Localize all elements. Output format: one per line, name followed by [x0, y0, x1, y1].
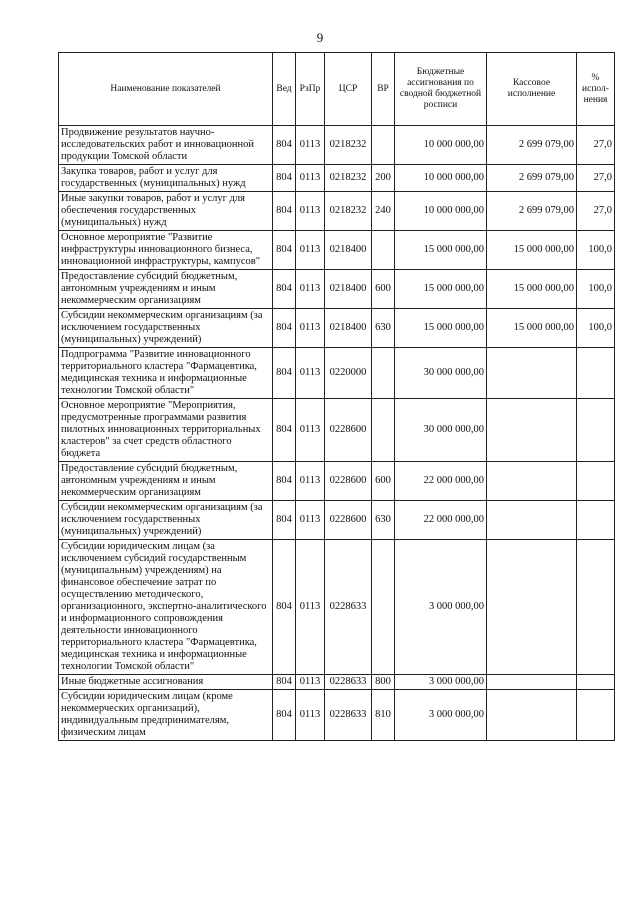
- cell-name: Основное мероприятие "Мероприятия, предусмотренные программами развития пилотных инновационных территориальных кластеров" за счет средств областного бюджета: [59, 399, 273, 462]
- cell-cash: [487, 348, 577, 399]
- table-row: [59, 501, 615, 540]
- cell-assignations: 10 000 000,00: [395, 126, 487, 165]
- cell-rzpr: 0113: [296, 462, 325, 501]
- cell-vr: 810: [372, 690, 395, 741]
- cell-assignations: 22 000 000,00: [395, 462, 487, 501]
- cell-ved: 804: [273, 126, 296, 165]
- table-row: [59, 126, 615, 165]
- cell-ved: 804: [273, 231, 296, 270]
- cell-ved: 804: [273, 348, 296, 399]
- cell-assignations: 15 000 000,00: [395, 309, 487, 348]
- cell-name: Субсидии юридическим лицам (за исключением субсидий государственным (муниципальным) учреждениям) на финансовое обеспечение затрат по осуществлению методического, организационного, экспертно-аналитического и информационного сопровождения деятельности инновационного территориального кластера "Фармацевтика, медицинская техника и информационные технологии Томской области": [59, 540, 273, 675]
- cell-rzpr: 0113: [296, 501, 325, 540]
- header-csr: ЦСР: [325, 53, 372, 126]
- cell-rzpr: 0113: [296, 231, 325, 270]
- cell-csr: 0228600: [325, 501, 372, 540]
- cell-csr: 0228633: [325, 675, 372, 690]
- cell-percent: [577, 675, 615, 690]
- cell-assignations: 10 000 000,00: [395, 165, 487, 192]
- cell-rzpr: 0113: [296, 192, 325, 231]
- cell-percent: 100,0: [577, 309, 615, 348]
- table-header-row: [59, 53, 615, 126]
- cell-name: Предоставление субсидий бюджетным, автономным учреждениям и иным некоммерческим организациям: [59, 462, 273, 501]
- header-rzpr: РзПр: [296, 53, 325, 126]
- table-row: [59, 690, 615, 741]
- cell-rzpr: 0113: [296, 690, 325, 741]
- cell-vr: [372, 126, 395, 165]
- cell-csr: 0220000: [325, 348, 372, 399]
- cell-assignations: 10 000 000,00: [395, 192, 487, 231]
- cell-percent: 100,0: [577, 270, 615, 309]
- cell-cash: 15 000 000,00: [487, 270, 577, 309]
- cell-rzpr: 0113: [296, 675, 325, 690]
- cell-ved: 804: [273, 399, 296, 462]
- cell-ved: 804: [273, 309, 296, 348]
- cell-vr: [372, 348, 395, 399]
- cell-rzpr: 0113: [296, 399, 325, 462]
- cell-percent: 27,0: [577, 165, 615, 192]
- cell-cash: [487, 399, 577, 462]
- cell-cash: [487, 501, 577, 540]
- table-row: [59, 165, 615, 192]
- cell-percent: 100,0: [577, 231, 615, 270]
- cell-vr: [372, 399, 395, 462]
- cell-name: Продвижение результатов научно-исследовательских работ и инновационной продукции Томской области: [59, 126, 273, 165]
- cell-assignations: 3 000 000,00: [395, 675, 487, 690]
- cell-percent: 27,0: [577, 126, 615, 165]
- cell-csr: 0218400: [325, 231, 372, 270]
- cell-percent: [577, 690, 615, 741]
- cell-csr: 0218232: [325, 165, 372, 192]
- cell-name: Субсидии юридическим лицам (кроме некоммерческих организаций), индивидуальным предпринимателям, физическим лицам: [59, 690, 273, 741]
- cell-cash: [487, 675, 577, 690]
- table-row: [59, 309, 615, 348]
- cell-ved: 804: [273, 192, 296, 231]
- cell-assignations: 30 000 000,00: [395, 399, 487, 462]
- cell-assignations: 15 000 000,00: [395, 270, 487, 309]
- cell-rzpr: 0113: [296, 270, 325, 309]
- cell-vr: 600: [372, 270, 395, 309]
- cell-name: Предоставление субсидий бюджетным, автономным учреждениям и иным некоммерческим организациям: [59, 270, 273, 309]
- cell-ved: 804: [273, 270, 296, 309]
- cell-name: Закупка товаров, работ и услуг для государственных (муниципальных) нужд: [59, 165, 273, 192]
- cell-vr: 240: [372, 192, 395, 231]
- table-row: [59, 462, 615, 501]
- header-vr: ВР: [372, 53, 395, 126]
- table-row: [59, 675, 615, 690]
- cell-cash: [487, 540, 577, 675]
- cell-csr: 0228600: [325, 462, 372, 501]
- cell-percent: [577, 348, 615, 399]
- cell-assignations: 15 000 000,00: [395, 231, 487, 270]
- table-row: [59, 540, 615, 675]
- cell-vr: [372, 231, 395, 270]
- table-row: [59, 348, 615, 399]
- cell-name: Субсидии некоммерческим организациям (за исключением государственных (муниципальных) учреждений): [59, 309, 273, 348]
- cell-csr: 0228633: [325, 690, 372, 741]
- cell-csr: 0218232: [325, 192, 372, 231]
- cell-assignations: 22 000 000,00: [395, 501, 487, 540]
- cell-cash: 15 000 000,00: [487, 231, 577, 270]
- cell-rzpr: 0113: [296, 309, 325, 348]
- cell-cash: 2 699 079,00: [487, 165, 577, 192]
- header-assignations: Бюджетные ассигнования по сводной бюджетной росписи: [395, 53, 487, 126]
- cell-csr: 0228633: [325, 540, 372, 675]
- cell-ved: 804: [273, 501, 296, 540]
- header-cash: Кассовое исполнение: [487, 53, 577, 126]
- page-number: 9: [316, 30, 324, 45]
- cell-csr: 0218400: [325, 270, 372, 309]
- cell-percent: [577, 540, 615, 675]
- cell-percent: [577, 462, 615, 501]
- cell-rzpr: 0113: [296, 348, 325, 399]
- table-row: [59, 399, 615, 462]
- cell-assignations: 3 000 000,00: [395, 690, 487, 741]
- cell-ved: 804: [273, 675, 296, 690]
- cell-vr: 200: [372, 165, 395, 192]
- cell-csr: 0218232: [325, 126, 372, 165]
- cell-rzpr: 0113: [296, 540, 325, 675]
- cell-assignations: 3 000 000,00: [395, 540, 487, 675]
- cell-cash: [487, 462, 577, 501]
- table-row: [59, 270, 615, 309]
- cell-vr: [372, 540, 395, 675]
- table-row: [59, 192, 615, 231]
- cell-name: Иные закупки товаров, работ и услуг для обеспечения государственных (муниципальных) нужд: [59, 192, 273, 231]
- cell-rzpr: 0113: [296, 126, 325, 165]
- cell-ved: 804: [273, 690, 296, 741]
- cell-cash: 15 000 000,00: [487, 309, 577, 348]
- cell-csr: 0228600: [325, 399, 372, 462]
- cell-cash: 2 699 079,00: [487, 126, 577, 165]
- cell-name: Подпрограмма "Развитие инновационного территориального кластера "Фармацевтика, медицинская техника и информационные технологии Томской области": [59, 348, 273, 399]
- cell-percent: [577, 501, 615, 540]
- header-ved: Вед: [273, 53, 296, 126]
- header-name: Наименование показателей: [59, 53, 273, 126]
- cell-vr: 630: [372, 501, 395, 540]
- cell-percent: 27,0: [577, 192, 615, 231]
- cell-ved: 804: [273, 462, 296, 501]
- budget-execution-table: [58, 52, 615, 741]
- cell-name: Субсидии некоммерческим организациям (за исключением государственных (муниципальных) учреждений): [59, 501, 273, 540]
- cell-assignations: 30 000 000,00: [395, 348, 487, 399]
- cell-percent: [577, 399, 615, 462]
- cell-name: Основное мероприятие "Развитие инфраструктуры инновационного бизнеса, инновационной инфраструктуры, кампусов": [59, 231, 273, 270]
- table-row: [59, 231, 615, 270]
- cell-csr: 0218400: [325, 309, 372, 348]
- cell-ved: 804: [273, 540, 296, 675]
- cell-vr: 800: [372, 675, 395, 690]
- cell-vr: 600: [372, 462, 395, 501]
- cell-cash: [487, 690, 577, 741]
- header-percent: % испол-нения: [577, 53, 615, 126]
- cell-ved: 804: [273, 165, 296, 192]
- cell-name: Иные бюджетные ассигнования: [59, 675, 273, 690]
- cell-rzpr: 0113: [296, 165, 325, 192]
- cell-vr: 630: [372, 309, 395, 348]
- cell-cash: 2 699 079,00: [487, 192, 577, 231]
